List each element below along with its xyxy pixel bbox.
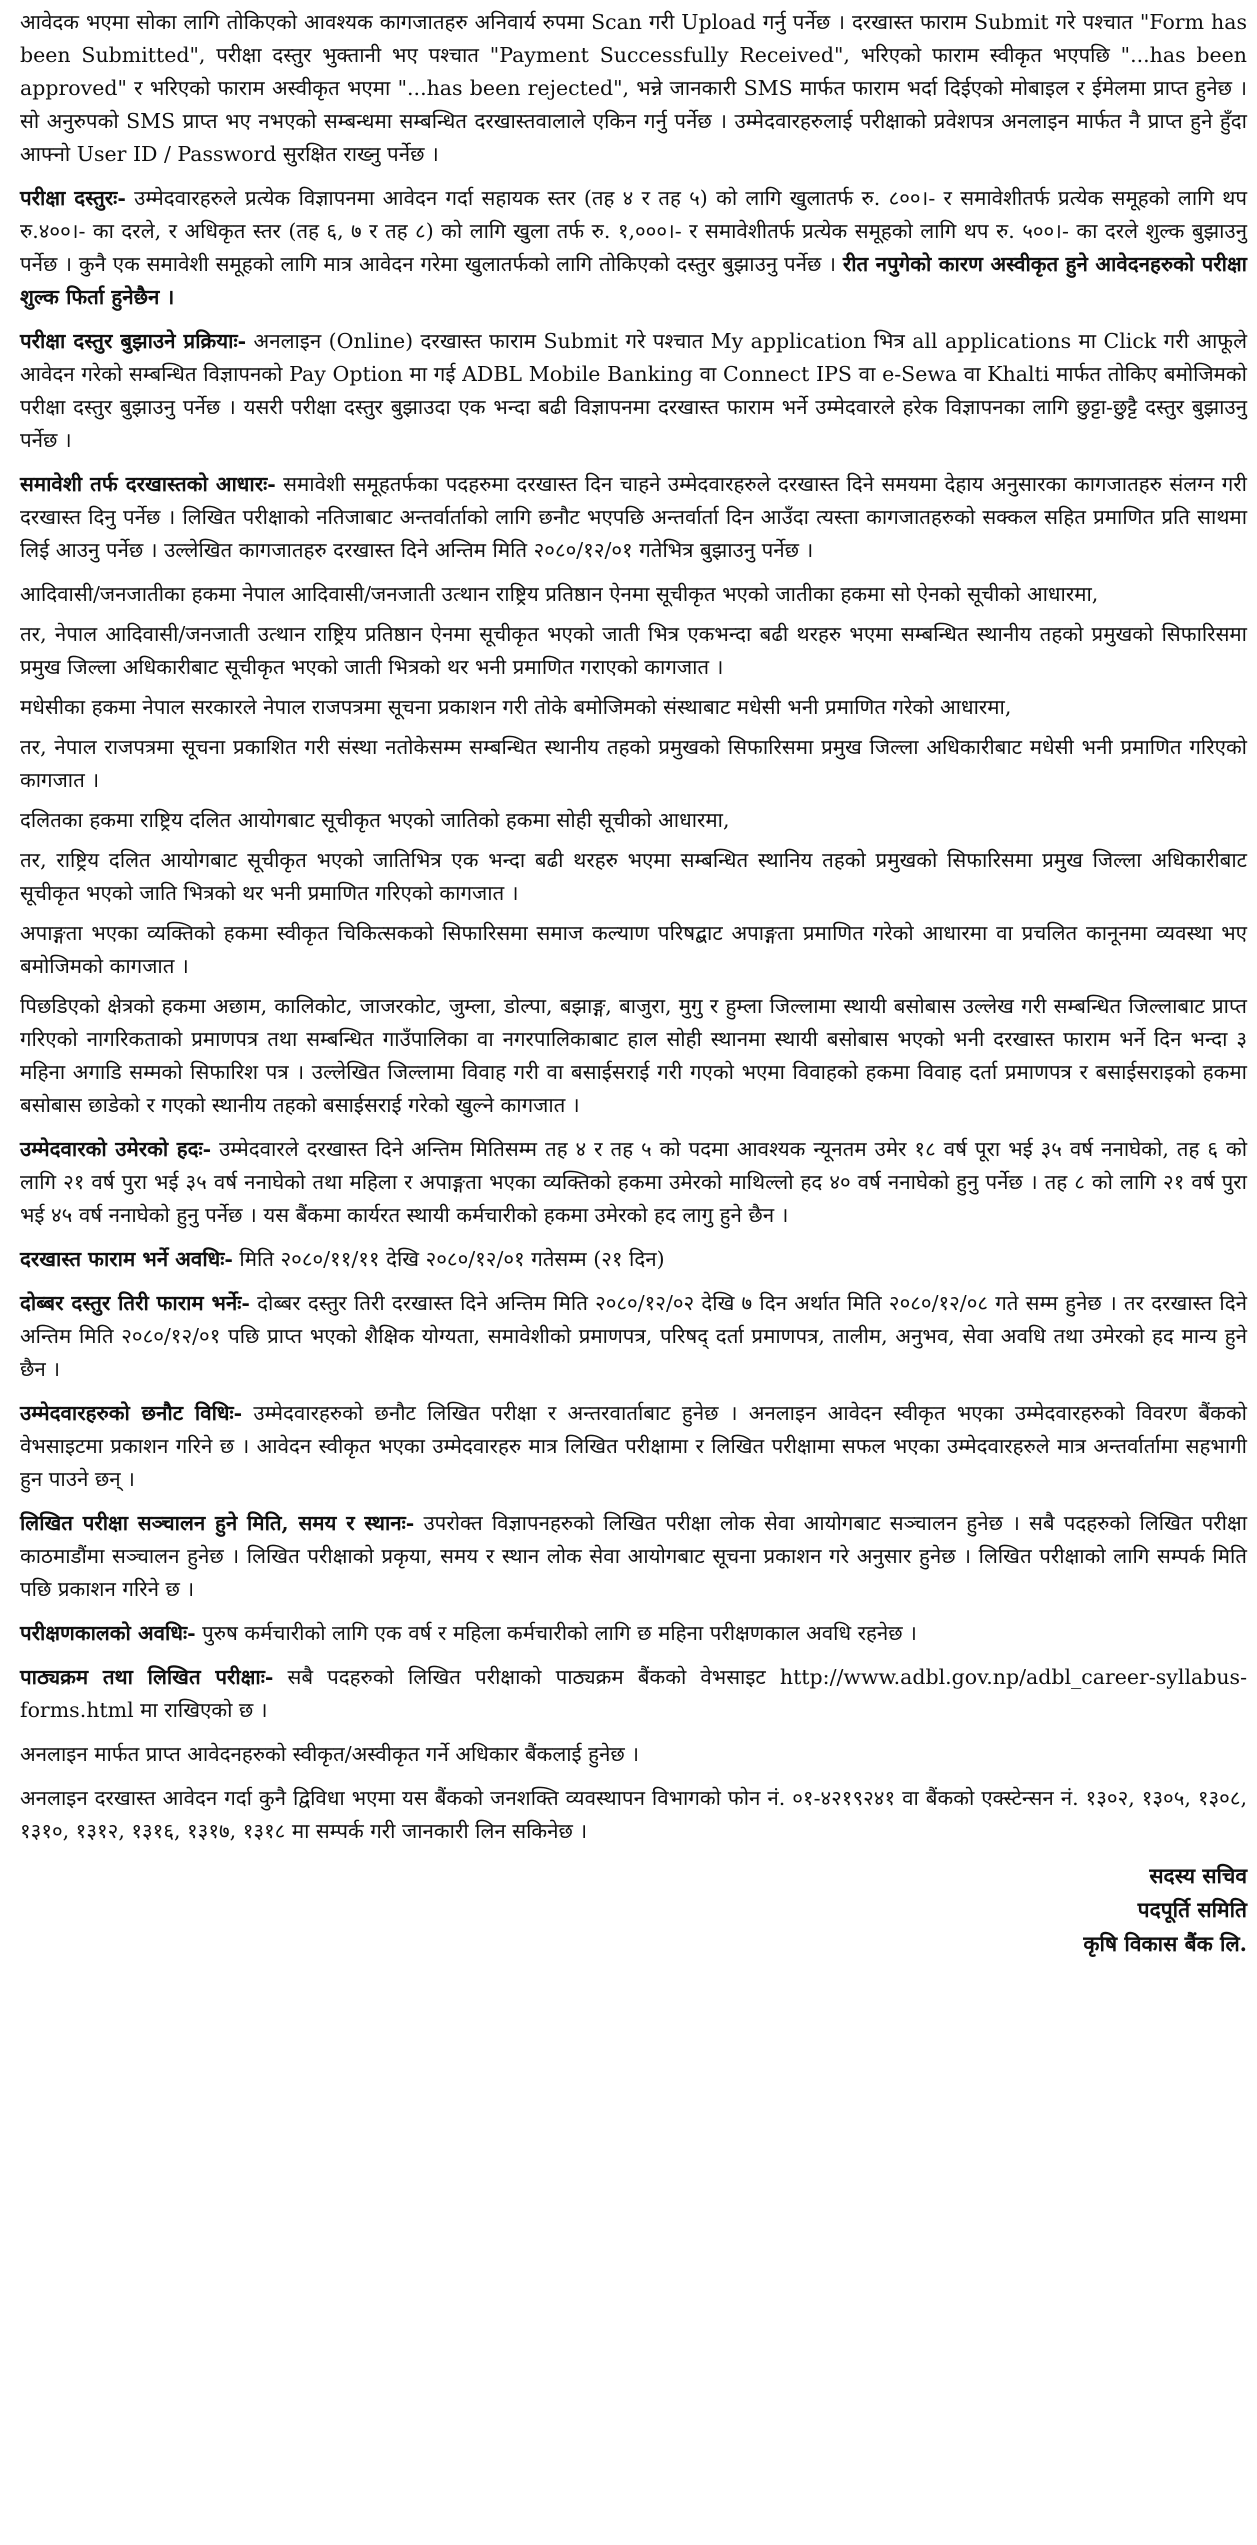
- probation-heading: परीक्षणकालको अवधिः-: [20, 1621, 196, 1645]
- written-exam-heading: लिखित परीक्षा सञ्चालन हुने मिति, समय र स्थानः-: [20, 1511, 415, 1535]
- adivasi-basis: आदिवासी/जनजातीका हकमा नेपाल आदिवासी/जनजाती उत्थान राष्ट्रिय प्रतिष्ठान ऐनमा सूचीकृत भएको जातीका हकमा सो ऐनको सूचीको आधारमा,: [20, 582, 1099, 606]
- contact-information: अनलाइन दरखास्त आवेदन गर्दा कुनै द्विविधा भएमा यस बैंकको जनशक्ति व्यवस्थापन विभागको फोन नं. ०१-४२१९२४१ वा बैंकको एक्स्टेन्सन नं. १३०२, १३०५, १३०८, १३१०, १३१२, १३१६, १३१७, १३१८ मा सम्पर्क गरी जानकारी लिन सकिनेछ ।: [20, 1786, 1247, 1843]
- upload-instructions: आवेदक भएमा सोका लागि तोकिएको आवश्यक कागजातहरु अनिवार्य रुपमा Scan गरी Upload गर्नु पर्नेछ । दरखास्त फाराम Submit गरे पश्चात "Form has been Submitted", परीक्षा दस्तुर भुक्तानी भए पश्चात "Payment Successfully Received", भरिएको फाराम स्वीकृत भएपछि "...has been approved" र भरिएको फाराम अस्वीकृत भएमा "...has been rejected", भन्ने जानकारी SMS मार्फत फाराम भर्दा दिईएको मोबाइल र ईमेलमा प्राप्त हुनेछ । सो अनुरुपको SMS प्राप्त भए नभएको सम्बन्धमा सम्बन्धित दरखास्तवालाले एकिन गर्नु पर्नेछ । उम्मेदवारहरुलाई परीक्षाको प्रवेशपत्र अनलाइन मार्फत नै प्राप्त हुने हुँदा आफ्नो User ID / Password सुरक्षित राख्नु पर्नेछ ।: [20, 10, 1247, 166]
- signature-title: सदस्य सचिव: [1149, 1863, 1247, 1888]
- fee-payment-process-text: अनलाइन (Online) दरखास्त फाराम Submit गरे पश्चात My application भित्र all applications मा Click गरी आफूले आवेदन गरेको सम्बन्धित विज्ञापनको Pay Option मा गई ADBL Mobile Banking वा Connect IPS वा e-Sewa वा Khalti मार्फत तोकिए बमोजिमको परीक्षा दस्तुर बुझाउनु पर्नेछ । यसरी परीक्षा दस्तुर बुझाउदा एक भन्दा बढी विज्ञापनमा दरखास्त फाराम भर्ने उम्मेदवारले हरेक विज्ञापनका लागि छुट्टा-छुट्टै दस्तुर बुझाउनु पर्नेछ ।: [20, 329, 1247, 452]
- signature-block: [20, 1859, 1247, 1961]
- adivasi-proviso: तर, नेपाल आदिवासी/जनजाती उत्थान राष्ट्रिय प्रतिष्ठान ऐनमा सूचीकृत भएको जाती भित्र एकभन्दा बढी थरहरु भएमा सम्बन्धित स्थानीय तहको प्रमुखको सिफारिसमा प्रमुख जिल्ला अधिकारीबाट सूचीकृत भएको जाती भित्रको थर भनी प्रमाणित गराएको कागजात ।: [20, 622, 1247, 679]
- selection-method-text: उम्मेदवारहरुको छनौट लिखित परीक्षा र अन्तरवार्ताबाट हुनेछ । अनलाइन आवेदन स्वीकृत भएका उम्मेदवारहरुको विवरण बैंकको वेभसाइटमा प्रकाशन गरिने छ । आवेदन स्वीकृत भएका उम्मेदवारहरु मात्र लिखित परीक्षामा र लिखित परीक्षामा सफल भएका उम्मेदवारहरुले मात्र अन्तर्वार्तामा सहभागी हुन पाउने छन् ।: [20, 1401, 1247, 1491]
- application-period-text: मिति २०८०/११/११ देखि २०८०/१२/०१ गतेसम्म (२१ दिन): [232, 1247, 665, 1271]
- application-period-section: [20, 1243, 1247, 1276]
- backward-region-basis: पिछडिएको क्षेत्रको हकमा अछाम, कालिकोट, जाजरकोट, जुम्ला, डोल्पा, बझाङ्ग, बाजुरा, मुगु र हुम्ला जिल्लामा स्थायी बसोबास उल्लेख गरी सम्बन्धित जिल्लाबाट प्राप्त गरिएको नागरिकताको प्रमाणपत्र तथा सम्बन्धित गाउँपालिका वा नगरपालिकाबाट हाल सोही स्थानमा स्थायी बसोबास भएको भनी दरखास्त फाराम भर्ने दिन भन्दा ३ महिना अगाडि सम्मको सिफारिश पत्र । उल्लेखित जिल्लामा विवाह गरी वा बसाईसराई गरी गएको भएमा विवाहको हकमा विवाह दर्ता प्रमाणपत्र र बसाईसराइको हकमा बसोबास छाडेको र गएको स्थानीय तहको बसाईसराई गरेको खुल्ने कागजात ।: [20, 994, 1247, 1117]
- approval-authority: अनलाइन मार्फत प्राप्त आवेदनहरुको स्वीकृत/अस्वीकृत गर्ने अधिकार बैंकलाई हुनेछ ।: [20, 1742, 640, 1766]
- application-period-heading: दरखास्त फाराम भर्ने अवधिः-: [20, 1247, 233, 1271]
- madhesi-proviso: तर, नेपाल राजपत्रमा सूचना प्रकाशित गरी संस्था नतोकेसम्म सम्बन्धित स्थानीय तहको प्रमुखको सिफारिसमा प्रमुख जिल्ला अधिकारीबाट मधेसी भनी प्रमाणित गरिएको कागजात ।: [20, 735, 1247, 792]
- signature-organization: कृषि विकास बैंक लि.: [1083, 1931, 1247, 1956]
- double-fee-text: दोब्बर दस्तुर तिरी दरखास्त दिने अन्तिम मिति २०८०/१२/०२ देखि ७ दिन अर्थात मिति २०८०/१२/०८ गते सम्म हुनेछ । तर दरखास्त दिने अन्तिम मिति २०८०/१२/०१ पछि प्राप्त भएको शैक्षिक योग्यता, समावेशीको प्रमाणपत्र, परिषद् दर्ता प्रमाणपत्र, तालीम, अनुभव, सेवा अवधि तथा उमेरको हद मान्य हुने छैन ।: [20, 1291, 1247, 1381]
- syllabus-heading: पाठ्यक्रम तथा लिखित परीक्षाः-: [20, 1665, 274, 1689]
- exam-fee-heading: परीक्षा दस्तुरः-: [20, 186, 126, 210]
- signature-committee: पदपूर्ति समिति: [1137, 1897, 1247, 1922]
- age-limit-heading: उम्मेदवारको उमेरको हदः-: [20, 1137, 212, 1161]
- exam-fee-refund-note: रीत नपुगेको कारण अस्वीकृत हुने आवेदनहरुको परीक्षा शुल्क फिर्ता हुनेछैन ।: [20, 252, 1247, 309]
- madhesi-basis: मधेसीका हकमा नेपाल सरकारले नेपाल राजपत्रमा सूचना प्रकाशन गरी तोके बमोजिमको संस्थाबाट मधेसी भनी प्रमाणित गरेको आधारमा,: [20, 695, 1012, 719]
- inclusive-basis-text: समावेशी समूहतर्फका पदहरुमा दरखास्त दिन चाहने उम्मेदवारहरुले दरखास्त दिने समयमा देहाय अनुसारका कागजातहरु संलग्न गरी दरखास्त दिनु पर्नेछ । लिखित परीक्षाको नतिजाबाट अन्तर्वार्ताको लागि छनौट भएपछि अन्तर्वार्ता दिन आउँदा त्यस्ता कागजातहरुको सक्कल सहित प्रमाणित प्रति साथमा लिई आउनु पर्नेछ । उल्लेखित कागजातहरु दरखास्त दिने अन्तिम मिति २०८०/१२/०१ गतेभित्र बुझाउनु पर्नेछ ।: [20, 472, 1248, 562]
- disability-basis: अपाङ्गता भएका व्यक्तिको हकमा स्वीकृत चिकित्सकको सिफारिसमा समाज कल्याण परिषद्बाट अपाङ्गता प्रमाणित गरेको आधारमा वा प्रचलित कानूनमा व्यवस्था भए बमोजिमको कागजात ।: [20, 921, 1247, 978]
- written-exam-section: [20, 1507, 1247, 1606]
- selection-method-heading: उम्मेदवारहरुको छनौट विधिः-: [20, 1401, 243, 1425]
- probation-section: [20, 1617, 1247, 1650]
- double-fee-section: [20, 1287, 1247, 1386]
- dalit-proviso: तर, राष्ट्रिय दलित आयोगबाट सूचीकृत भएको जातिभित्र एक भन्दा बढी थरहरु भएमा सम्बन्धित स्थानिय तहको प्रमुखको सिफारिसमा प्रमुख जिल्ला अधिकारीबाट सूचीकृत भएको जाति भित्रको थर भनी प्रमाणित गरिएको कागजात ।: [20, 848, 1247, 905]
- exam-fee-section: [20, 182, 1247, 314]
- fee-payment-process-heading: परीक्षा दस्तुर बुझाउने प्रक्रियाः-: [20, 329, 247, 353]
- inclusive-basis-section: [20, 468, 1247, 567]
- fee-payment-process-section: [20, 325, 1247, 457]
- double-fee-heading: दोब्बर दस्तुर तिरी फाराम भर्नेः-: [20, 1291, 250, 1315]
- age-limit-section: [20, 1133, 1247, 1232]
- syllabus-text: सबै पदहरुको लिखित परीक्षाको पाठ्यक्रम बैंकको वेभसाइट http://www.adbl.gov.np/adbl_career-syllabus-forms.html मा राखिएको छ ।: [20, 1665, 1247, 1722]
- dalit-basis: दलितका हकमा राष्ट्रिय दलित आयोगबाट सूचीकृत भएको जातिको हकमा सोही सूचीको आधारमा,: [20, 808, 730, 832]
- probation-text: पुरुष कर्मचारीको लागि एक वर्ष र महिला कर्मचारीको लागि छ महिना परीक्षणकाल अवधि रहनेछ ।: [195, 1621, 917, 1645]
- age-limit-text: उम्मेदवारले दरखास्त दिने अन्तिम मितिसम्म तह ४ र तह ५ को पदमा आवश्यक न्यूनतम उमेर १८ वर्ष पूरा भई ३५ वर्ष ननाघेको, तह ६ को लागि २१ वर्ष पुरा भई ३५ वर्ष ननाघेको तथा महिला र अपाङ्गता भएका व्यक्तिको हकमा उमेरको माथिल्लो हद ४० वर्ष ननाघेको हुनु पर्नेछ । तह ८ को लागि २१ वर्ष पुरा भई ४५ वर्ष ननाघेको हुनु पर्नेछ । यस बैंकमा कार्यरत स्थायी कर्मचारीको हकमा उमेरको हद लागु हुने छैन ।: [20, 1137, 1248, 1227]
- written-exam-text: उपरोक्त विज्ञापनहरुको लिखित परीक्षा लोक सेवा आयोगबाट सञ्चालन हुनेछ । सबै पदहरुको लिखित परीक्षा काठमाडौंमा सञ्चालन हुनेछ । लिखित परीक्षाको प्रकृया, समय र स्थान लोक सेवा आयोगबाट सूचना प्रकाशन गरे अनुसार हुनेछ । लिखित परीक्षाको लागि सम्पर्क मिति पछि प्रकाशन गरिने छ ।: [20, 1511, 1247, 1601]
- selection-method-section: [20, 1397, 1247, 1496]
- exam-fee-text: उम्मेदवारहरुले प्रत्येक विज्ञापनमा आवेदन गर्दा सहायक स्तर (तह ४ र तह ५) को लागि खुलातर्फ रु. ८००।- र समावेशीतर्फ प्रत्येक समूहको लागि थप रु.४००।- का दरले, र अधिकृत स्तर (तह ६, ७ र तह ८) को लागि खुला तर्फ रु. १,०००।- र समावेशीतर्फ प्रत्येक समूहको लागि थप रु. ५००।- का दरले शुल्क बुझाउनु पर्नेछ । कुनै एक समावेशी समूहको लागि मात्र आवेदन गरेमा खुलातर्फको लागि तोकिएको दस्तुर बुझाउनु पर्नेछ ।: [20, 186, 1248, 276]
- syllabus-section: [20, 1661, 1247, 1727]
- inclusive-basis-heading: समावेशी तर्फ दरखास्तको आधारः-: [20, 472, 276, 496]
